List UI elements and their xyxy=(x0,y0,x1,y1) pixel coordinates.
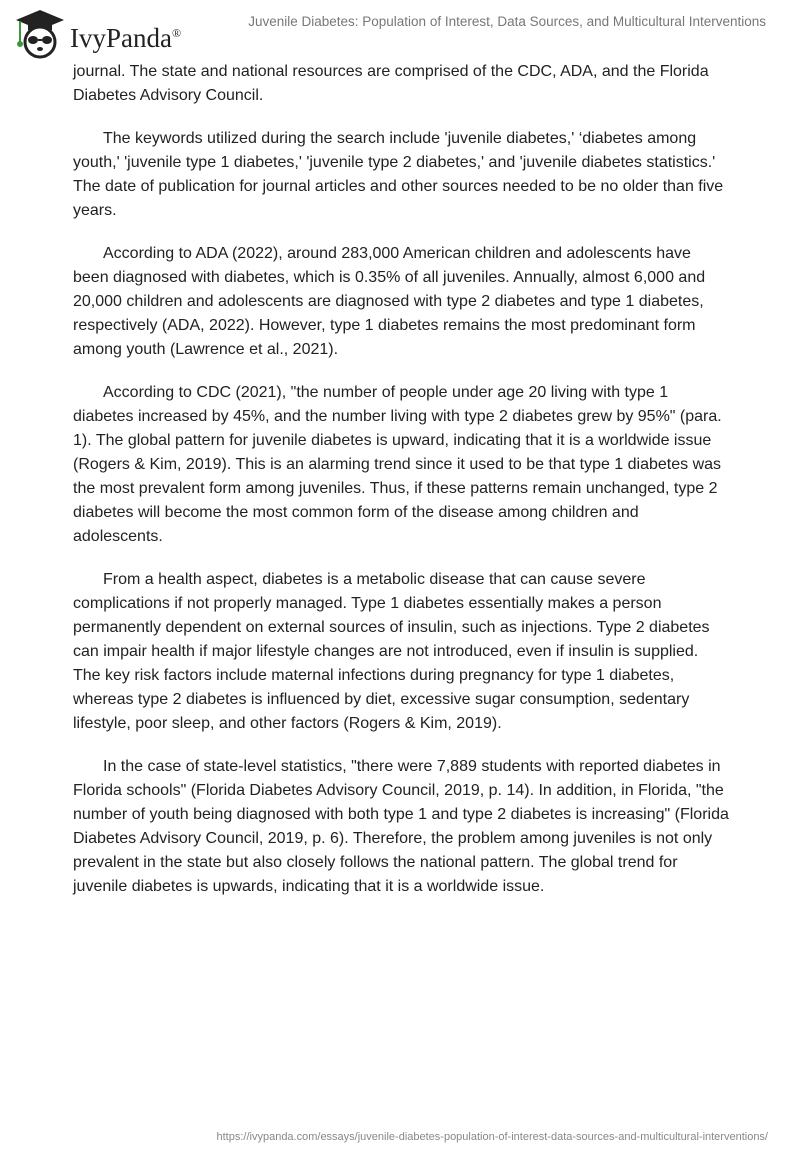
page-header xyxy=(0,0,800,60)
logo-text: IvyPanda xyxy=(70,22,172,53)
paragraph: journal. The state and national resources are comprised of the CDC, ADA, and the Florida Diabetes Advisory Council. xyxy=(73,63,709,104)
panda-graduate-icon xyxy=(12,8,68,60)
paragraph: From a health aspect, diabetes is a metabolic disease that can cause severe complications if not properly managed. Type 1 diabetes essentially makes a person permanently dependent on external sources of insulin, such as injections. Type 2 diabetes can impair health if major lifestyle changes are not introduced, even if insulin is supplied. The key risk factors include maternal infections during pregnancy for type 1 diabetes, whereas type 2 diabetes is influenced by diet, excessive sugar consumption, sedentary lifestyle, poor sleep, and other factors (Rogers & Kim, 2019). xyxy=(73,571,710,732)
essay-body xyxy=(73,60,729,918)
registered-mark: ® xyxy=(171,25,182,40)
paragraph: According to CDC (2021), "the number of people under age 20 living with type 1 diabetes increased by 45%, and the number living with type 2 diabetes grew by 95%" (para. 1). The global pattern for juvenile diabetes is upward, indicating that it is a worldwide issue (Rogers & Kim, 2019). This is an alarming trend since it used to be that type 1 diabetes was the most prevalent form among juveniles. Thus, if these patterns remain unchanged, type 2 diabetes will become the most common form of the disease among children and adolescents. xyxy=(73,384,722,545)
document-title: Juvenile Diabetes: Population of Interest, Data Sources, and Multicultural Interventions xyxy=(248,14,766,29)
paragraph: In the case of state-level statistics, "there were 7,889 students with reported diabetes in Florida schools" (Florida Diabetes Advisory Council, 2019, p. 14). In addition, in Florida, "the number of youth being diagnosed with both type 1 and type 2 diabetes is increasing" (Florida Diabetes Advisory Council, 2019, p. 6). Therefore, the problem among juveniles is not only prevalent in the state but also closely follows the national pattern. The global trend for juvenile diabetes is upwards, indicating that it is a worldwide issue. xyxy=(73,758,729,895)
footer-url[interactable]: https://ivypanda.com/essays/juvenile-diabetes-population-of-interest-data-sources-and-multicultural-interventions/ xyxy=(216,1131,768,1143)
paragraph: According to ADA (2022), around 283,000 American children and adolescents have been diagnosed with diabetes, which is 0.35% of all juveniles. Annually, almost 6,000 and 20,000 children and adolescents are diagnosed with type 2 diabetes and type 1 diabetes, respectively (ADA, 2022). However, type 1 diabetes remains the most predominant form among youth (Lawrence et al., 2021). xyxy=(73,245,706,358)
ivypanda-logo[interactable] xyxy=(12,8,181,60)
paragraph: The keywords utilized during the search include 'juvenile diabetes,' ‘diabetes among youth,' 'juvenile type 1 diabetes,' 'juvenile type 2 diabetes,' and 'juvenile diabetes statistics.' The date of publication for journal articles and other sources needed to be no older than five years. xyxy=(73,130,724,219)
